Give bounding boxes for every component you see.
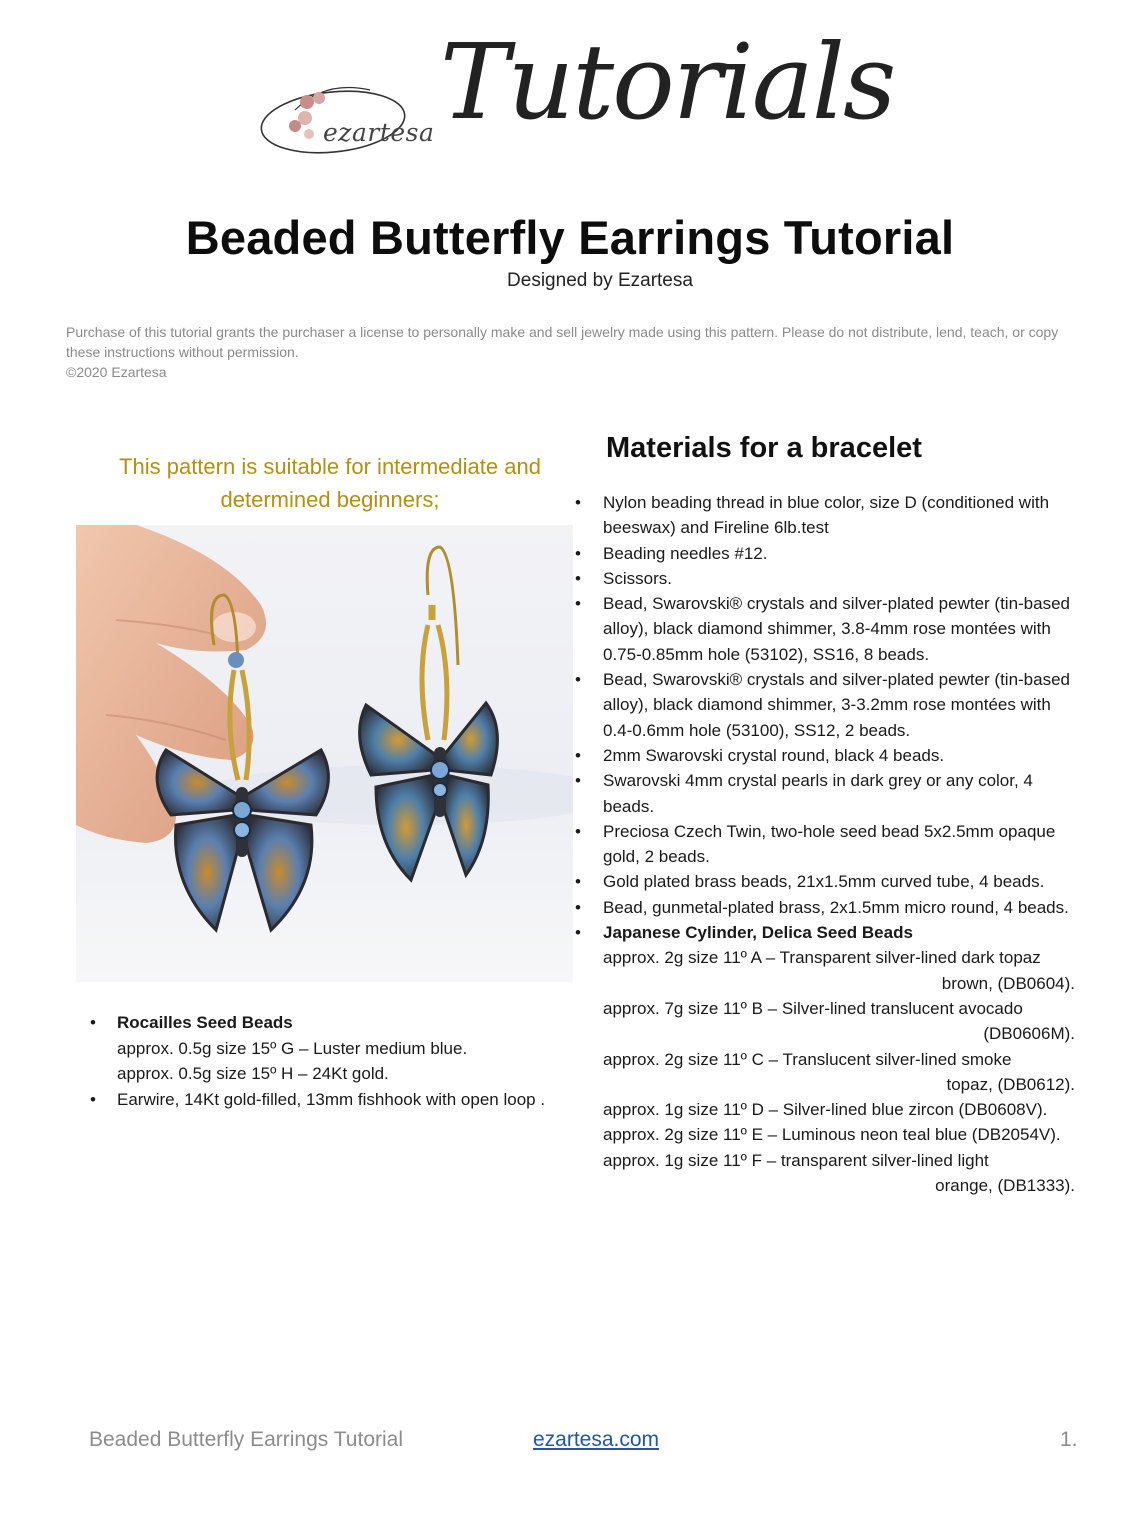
- material-item: Nylon beading thread in blue color, size D (conditioned with beeswax) and Fireline 6lb.test: [603, 493, 1050, 538]
- bullet: •: [575, 745, 581, 765]
- delica-item: [575, 1148, 1075, 1199]
- delica-item-main: approx. 1g size 11º F – transparent silver-lined light: [603, 1150, 989, 1170]
- list-item: [575, 591, 1075, 667]
- delica-item: [575, 1047, 1075, 1098]
- materials-list: [575, 490, 1075, 1198]
- list-item: [575, 895, 1075, 920]
- license-text: Purchase of this tutorial grants the purchaser a license to personally make and sell jewelry made using this pattern. Please do not distribute, lend, teach, or copy these instructions without permission.: [66, 324, 1059, 360]
- bullet: •: [575, 771, 581, 791]
- rocailles-heading: Rocailles Seed Beads: [117, 1013, 293, 1032]
- list-item: [575, 490, 1075, 541]
- rocailles-item: approx. 0.5g size 15º H – 24Kt gold.: [117, 1064, 389, 1083]
- copyright: ©2020 Ezartesa: [66, 364, 167, 380]
- suitability-note: [90, 450, 570, 516]
- bullet: •: [575, 493, 581, 512]
- delica-item-cont: (DB0606M).: [983, 1024, 1075, 1044]
- bullet: •: [575, 897, 581, 917]
- list-item: [575, 667, 1075, 743]
- suitability-line-2: determined beginners;: [220, 487, 440, 512]
- footer-title: Beaded Butterfly Earrings Tutorial: [89, 1428, 403, 1451]
- bullet: •: [575, 670, 581, 690]
- page-subtitle: Designed by Ezartesa: [507, 270, 693, 291]
- delica-item-main: approx. 2g size 11º C – Translucent silver-lined smoke: [603, 1049, 1012, 1069]
- delica-item: [575, 1122, 1075, 1147]
- butterfly-earrings-photo: [76, 525, 573, 982]
- delica-item: [575, 1097, 1075, 1122]
- bullet: •: [575, 872, 581, 892]
- delica-item-main: approx. 2g size 11º E – Luminous neon teal blue (DB2054V).: [603, 1125, 1061, 1145]
- page-number: 1.: [1060, 1428, 1078, 1451]
- bullet: •: [575, 543, 581, 563]
- material-item: Bead, Swarovski® crystals and silver-plated pewter (tin-based alloy), black diamond shimmer, 3-3.2mm rose montées with 0.4-0.6mm hole (53100), SS12, 2 beads.: [603, 670, 1071, 740]
- bullet: •: [575, 923, 581, 943]
- list-item: [575, 920, 1075, 945]
- bullet: •: [575, 594, 581, 614]
- earwire-item: Earwire, 14Kt gold-filled, 13mm fishhook with open loop .: [117, 1089, 546, 1109]
- delica-item-main: approx. 2g size 11º A – Transparent silver-lined dark topaz: [603, 948, 1041, 968]
- delica-item-cont: orange, (DB1333).: [935, 1176, 1075, 1196]
- delica-item: [575, 945, 1075, 996]
- material-item: Bead, gunmetal-plated brass, 2x1.5mm micro round, 4 beads.: [603, 897, 1069, 917]
- delica-item: [575, 996, 1075, 1047]
- license-notice: [66, 322, 1096, 382]
- material-item: Bead, Swarovski® crystals and silver-plated pewter (tin-based alloy), black diamond shimmer, 3.8-4mm rose montées with 0.75-0.85mm hole (53102), SS16, 8 beads.: [603, 594, 1071, 664]
- material-item: Gold plated brass beads, 21x1.5mm curved tube, 4 beads.: [603, 872, 1045, 892]
- material-item: 2mm Swarovski crystal round, black 4 beads.: [603, 745, 945, 765]
- footer-website-link[interactable]: ezartesa.com: [533, 1428, 660, 1451]
- delica-item-main: approx. 7g size 11º B – Silver-lined translucent avocado: [603, 998, 1023, 1018]
- materials-heading: Materials for a bracelet: [606, 432, 922, 464]
- list-item: [575, 541, 1075, 566]
- bullet: •: [575, 821, 581, 841]
- material-item: Scissors.: [603, 568, 672, 588]
- list-item: [575, 566, 1075, 591]
- list-item: [90, 1087, 570, 1113]
- rocailles-list: [90, 1010, 570, 1112]
- material-item: Beading needles #12.: [603, 543, 768, 563]
- delica-heading: Japanese Cylinder, Delica Seed Beads: [603, 923, 913, 943]
- rocailles-item: approx. 0.5g size 15º G – Luster medium blue.: [117, 1038, 468, 1058]
- logo-tutorials-text: Tutorials: [440, 21, 895, 143]
- delica-item-cont: topaz, (DB0612).: [946, 1074, 1075, 1094]
- product-photo: [76, 525, 573, 982]
- list-item: [575, 869, 1075, 894]
- material-item: Swarovski 4mm crystal pearls in dark grey or any color, 4 beads.: [603, 771, 1033, 816]
- suitability-line-1: This pattern is suitable for intermediate and: [119, 454, 541, 479]
- list-item: [575, 819, 1075, 870]
- list-item: [575, 743, 1075, 768]
- bullet: •: [90, 1089, 96, 1109]
- material-item: Preciosa Czech Twin, two-hole seed bead 5x2.5mm opaque gold, 2 beads.: [603, 821, 1056, 867]
- bullet: •: [90, 1013, 96, 1032]
- page-title: Beaded Butterfly Earrings Tutorial: [185, 211, 955, 264]
- delica-item-cont: brown, (DB0604).: [941, 973, 1075, 993]
- logo-small-text: ezartesa: [323, 118, 435, 147]
- bullet: •: [575, 568, 581, 588]
- delica-item-main: approx. 1g size 11º D – Silver-lined blue zircon (DB0608V).: [603, 1100, 1048, 1120]
- list-item: [90, 1010, 570, 1036]
- list-item: [575, 768, 1075, 819]
